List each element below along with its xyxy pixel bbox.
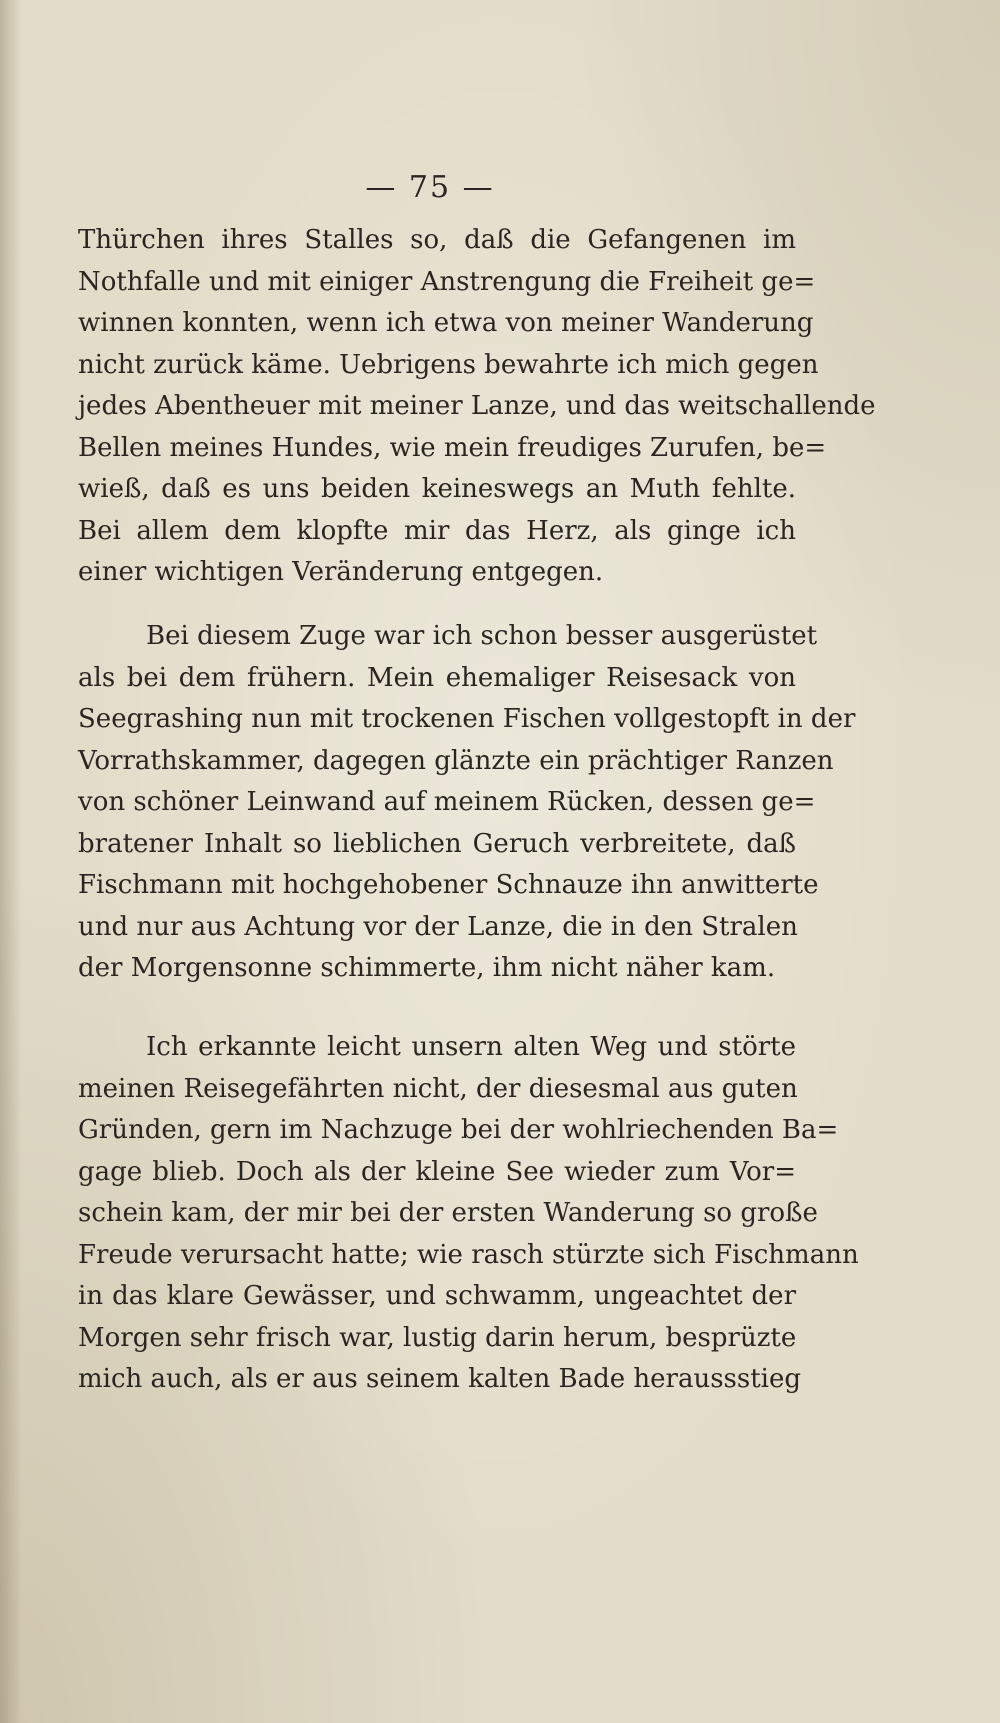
text-line: Bei allem dem klopfte mir das Herz, als ginge ich <box>78 515 796 546</box>
text-line: Bellen meines Hundes, wie mein freudiges Zurufen, be= <box>78 432 827 463</box>
text-line: Fischmann mit hochgehobener Schnauze ihn anwitterte <box>78 870 819 900</box>
text-line: nicht zurück käme. Uebrigens bewahrte ich mich gegen <box>78 349 819 380</box>
text-line: schein kam, der mir bei der ersten Wanderung so große <box>78 1198 818 1228</box>
text-line: der Morgensonne schimmerte, ihm nicht näher kam. <box>78 953 776 983</box>
text-line: und nur aus Achtung vor der Lanze, die in den Stralen <box>78 911 798 942</box>
text-line: von schöner Leinwand auf meinem Rücken, dessen ge= <box>78 787 816 817</box>
text-line: gage blieb. Doch als der kleine See wieder zum Vor= <box>78 1156 796 1187</box>
page-gutter-shadow <box>0 0 22 1723</box>
text-line: Seegrashing nun mit trockenen Fischen vollgestopft in der <box>78 704 856 734</box>
paragraph-2 <box>78 616 856 990</box>
text-line: Vorrathskammer, dagegen glänzte ein prächtiger Ranzen <box>78 745 834 776</box>
text-line: Freude verursacht hatte; wie rasch stürzte sich Fischmann <box>78 1239 859 1270</box>
text-line: in das klare Gewässer, und schwamm, ungeachtet der <box>78 1281 796 1311</box>
text-line: winnen konnten, wenn ich etwa von meiner Wanderung <box>78 308 814 338</box>
text-line: meinen Reisegefährten nicht, der diesesmal aus guten <box>78 1073 798 1104</box>
text-line: Ich erkannte leicht unsern alten Weg und störte <box>146 1032 796 1062</box>
text-line: Nothfalle und mit einiger Anstrengung die Freiheit ge= <box>78 266 816 297</box>
page-number: — 75 — <box>365 170 495 205</box>
text-line: bratener Inhalt so lieblichen Geruch verbreitete, daß <box>78 828 796 859</box>
text-line: als bei dem frühern. Mein ehemaliger Reisesack von <box>78 662 796 693</box>
text-line: Morgen sehr frisch war, lustig darin herum, besprüzte <box>78 1322 797 1353</box>
text-line: Thürchen ihres Stalles so, daß die Gefangenen im <box>78 225 796 255</box>
text-line: jedes Abentheuer mit meiner Lanze, und das weitschallende <box>78 391 876 421</box>
text-line: Gründen, gern im Nachzuge bei der wohlriechenden Ba= <box>78 1115 839 1145</box>
text-line: mich auch, als er aus seinem kalten Bade heraussstieg <box>78 1364 802 1394</box>
paragraph-1 <box>78 220 876 594</box>
paragraph-3 <box>78 1027 859 1401</box>
text-line: wieß, daß es uns beiden keineswegs an Muth fehlte. <box>78 474 796 504</box>
text-line: Bei diesem Zuge war ich schon besser ausgerüstet <box>146 621 818 651</box>
text-line: einer wichtigen Veränderung entgegen. <box>78 557 604 587</box>
